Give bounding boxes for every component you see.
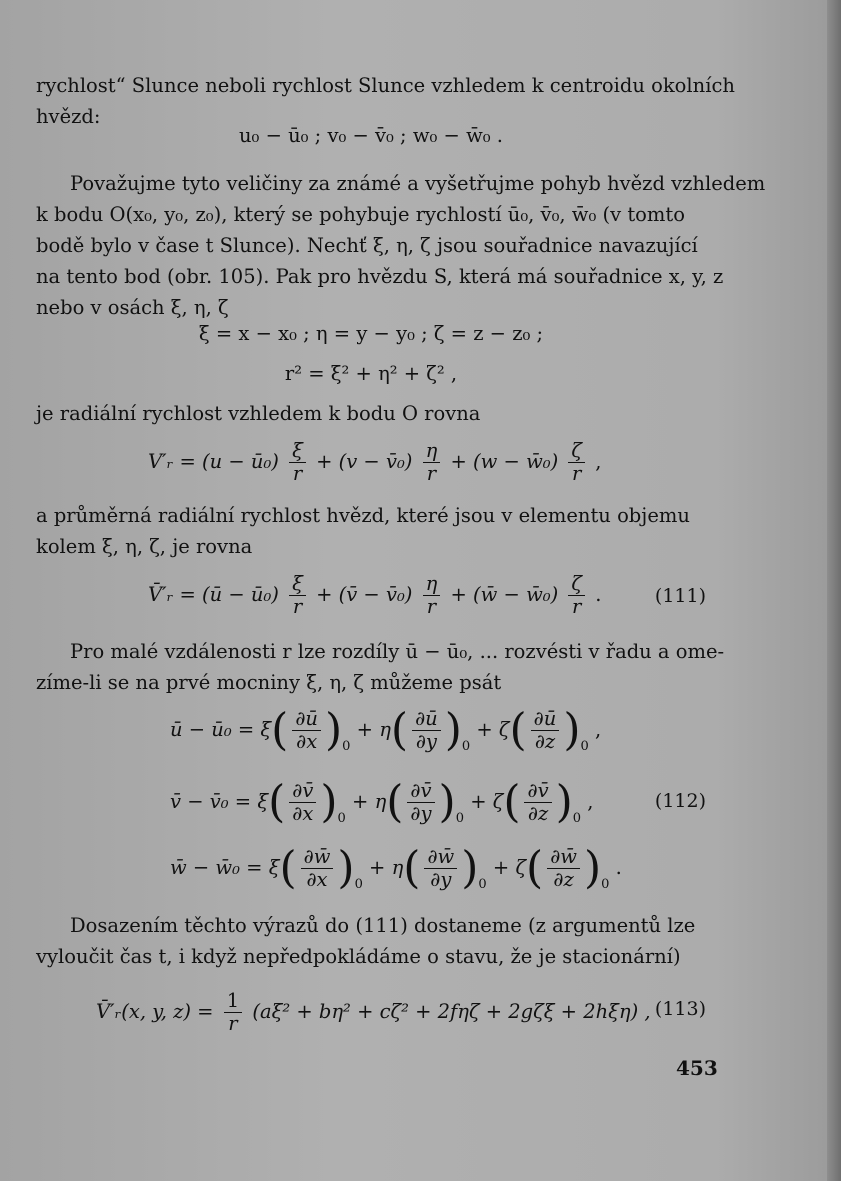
frac-den: r xyxy=(426,595,437,618)
equation-differences: u₀ − ū₀ ; v₀ − v̄₀ ; w₀ − w̄₀ . xyxy=(239,124,503,147)
text-line: Dosazením těchto výrazů do (111) dostaneme (z argumentů lze xyxy=(70,914,696,937)
fraction xyxy=(292,708,321,753)
frac-den: r xyxy=(572,462,582,485)
paren: ) xyxy=(438,776,456,828)
subscript: 0 xyxy=(601,877,610,892)
frac-den: ∂z xyxy=(534,730,556,753)
paren: ( xyxy=(271,704,289,756)
equation-number-111: (111) xyxy=(654,585,706,607)
fraction xyxy=(568,440,585,485)
frac-den: r xyxy=(572,595,582,618)
text-line: hvězd: xyxy=(36,105,101,128)
frac-den: r xyxy=(426,462,437,485)
fraction xyxy=(547,846,580,891)
operator: + xyxy=(356,718,373,741)
frac-den: ∂x xyxy=(306,868,328,891)
eq-term: ζ xyxy=(492,790,504,813)
frac-num: ζ xyxy=(568,440,585,463)
text-line: nebo v osách ξ, η, ζ xyxy=(36,296,229,319)
eq-term: v̄ − v̄₀ = xyxy=(170,790,252,813)
eq-term: V′ᵣ = (u − ū₀) xyxy=(148,450,279,473)
equation-number-112: (112) xyxy=(654,790,706,812)
equation-112-u xyxy=(170,704,630,756)
paren: ) xyxy=(444,704,462,756)
eq-term: + (w̄ − w̄₀) xyxy=(450,583,559,606)
text-line: rychlost“ Slunce neboli rychlost Slunce vzhledem k centroidu okolních xyxy=(36,74,735,97)
equation-112-v xyxy=(170,776,630,828)
paragraph-consider xyxy=(36,168,766,199)
subscript: 0 xyxy=(572,811,582,826)
frac-num: ∂v̄ xyxy=(407,780,434,803)
eq-punct: . xyxy=(595,583,602,606)
eq-term: + (v̄ − v̄₀) xyxy=(316,583,413,606)
equation-number-113: (113) xyxy=(654,998,706,1020)
paren: ) xyxy=(555,776,573,828)
frac-den: ∂y xyxy=(410,802,432,825)
paren: ) xyxy=(461,842,479,894)
subscript: 0 xyxy=(455,811,464,826)
frac-den: ∂z xyxy=(553,868,574,891)
subscript: 0 xyxy=(461,739,471,754)
eq-punct: , xyxy=(594,718,602,741)
equation-coordinates: ξ = x − x₀ ; η = y − y₀ ; ζ = z − z₀ ; xyxy=(198,322,544,345)
fraction xyxy=(412,708,441,753)
eq-term: ū − ū₀ = xyxy=(170,718,255,741)
frac-num: ζ xyxy=(568,573,585,596)
fraction xyxy=(524,780,551,825)
frac-den: ∂y xyxy=(415,730,437,753)
paren: ) xyxy=(563,704,581,756)
text-line: k bodu O(x₀, y₀, z₀), který se pohybuje rychlostí ū₀, v̄₀, w̄₀ (v tomto xyxy=(36,203,685,226)
fraction xyxy=(423,440,441,485)
frac-num: ∂ū xyxy=(292,708,321,731)
frac-den: ∂x xyxy=(296,730,318,753)
paragraph-substitution xyxy=(36,910,740,941)
text-line: zíme-li se na prvé mocniny ξ, η, ζ můžeme psát xyxy=(36,671,502,694)
frac-num: ∂ū xyxy=(412,708,441,731)
subscript: 0 xyxy=(337,811,346,826)
frac-num: ξ xyxy=(289,440,306,463)
frac-den: ∂x xyxy=(292,802,314,825)
eq-term: V̄′ᵣ(x, y, z) = xyxy=(96,1000,214,1023)
eq-term: ξ xyxy=(257,790,269,813)
text-line: bodě bylo v čase t Slunce). Nechť ξ, η, ζ jsou souřadnice navazující xyxy=(36,234,698,257)
frac-den: r xyxy=(292,595,303,618)
frac-num: ∂v̄ xyxy=(524,780,551,803)
subscript: 0 xyxy=(354,877,363,892)
frac-num: ∂w̄ xyxy=(301,846,334,869)
frac-num: η xyxy=(423,573,441,596)
fraction xyxy=(289,780,316,825)
frac-den: r xyxy=(292,462,303,485)
paren: ( xyxy=(403,842,421,894)
eq-term: ξ xyxy=(260,718,272,741)
paren: ( xyxy=(503,776,521,828)
paren: ( xyxy=(390,704,409,756)
eq-term: ζ xyxy=(498,718,510,741)
subscript: 0 xyxy=(580,739,589,754)
operator: + xyxy=(369,856,386,879)
page-edge xyxy=(827,0,841,1181)
eq-term: η xyxy=(374,790,387,813)
paragraph-small-distances xyxy=(36,636,740,667)
frac-num: ∂v̄ xyxy=(289,780,316,803)
eq-punct: , xyxy=(587,790,594,813)
frac-den: ∂z xyxy=(527,802,549,825)
text-line: je radiální rychlost vzhledem k bodu O rovna xyxy=(36,402,481,425)
paren: ) xyxy=(583,842,602,894)
frac-den: ∂y xyxy=(430,868,452,891)
paren: ) xyxy=(320,776,338,828)
eq-term: ξ xyxy=(268,856,280,879)
fraction xyxy=(423,573,441,618)
operator: + xyxy=(470,790,487,813)
frac-num: η xyxy=(423,440,441,463)
paren: ( xyxy=(279,842,297,894)
text-line: vyloučit čas t, i když nepředpokládáme o stavu, že je stacionární) xyxy=(36,945,681,968)
paragraph-substitution-cont xyxy=(36,941,706,972)
fraction xyxy=(224,990,242,1035)
eq-term: η xyxy=(379,718,391,741)
frac-num: ∂w̄ xyxy=(424,846,457,869)
fraction xyxy=(289,573,306,618)
text-line: kolem ξ, η, ζ, je rovna xyxy=(36,535,253,558)
paren: ( xyxy=(509,704,527,756)
eq-punct: , xyxy=(595,450,602,473)
eq-term: η xyxy=(391,856,404,879)
page-number: 453 xyxy=(676,1056,718,1080)
eq-term: V̄′ᵣ = (ū − ū₀) xyxy=(148,583,279,606)
text-line: a průměrná radiální rychlost hvězd, které jsou v elementu objemu xyxy=(36,504,690,527)
eq-term: ζ xyxy=(515,856,527,879)
equation-113 xyxy=(96,989,651,1035)
paren: ) xyxy=(325,704,343,756)
paragraph-small-distances-cont xyxy=(36,667,706,698)
paragraph-radial xyxy=(36,398,706,429)
text-line: Považujme tyto veličiny za známé a vyšetřujme pohyb hvězd vzhledem xyxy=(70,172,766,195)
text-line: na tento bod (obr. 105). Pak pro hvězdu S, která má souřadnice x, y, z xyxy=(36,265,724,288)
frac-num: ξ xyxy=(289,573,306,596)
eq-term: (aξ² + bη² + cζ² + 2fηζ + 2gζξ + 2hξη) , xyxy=(252,1000,651,1023)
paragraph-consider-cont xyxy=(36,199,724,323)
operator: + xyxy=(492,856,510,879)
paren: ( xyxy=(526,842,544,894)
equation-112-w xyxy=(170,842,630,894)
eq-term: + (v − v̄₀) xyxy=(316,450,413,473)
fraction xyxy=(289,440,306,485)
fraction xyxy=(301,846,334,891)
paren: ) xyxy=(337,842,355,894)
fraction xyxy=(424,846,457,891)
fraction xyxy=(407,780,434,825)
paren: ( xyxy=(268,776,286,828)
frac-den: r xyxy=(228,1012,238,1035)
subscript: 0 xyxy=(342,739,351,754)
operator: + xyxy=(352,790,369,813)
fraction xyxy=(531,708,560,753)
frac-num: ∂ū xyxy=(531,708,560,731)
subscript: 0 xyxy=(478,877,487,892)
eq-punct: . xyxy=(615,856,622,879)
eq-term: + (w − w̄₀) xyxy=(450,450,559,473)
equation-r-squared: r² = ξ² + η² + ζ² , xyxy=(284,362,458,385)
text-line: Pro malé vzdálenosti r lze rozdíly ū − ū₀, ... rozvésti v řadu a ome- xyxy=(70,640,725,663)
fraction xyxy=(568,573,585,618)
paragraph-mean xyxy=(36,500,706,562)
operator: + xyxy=(476,718,493,741)
paragraph-intro xyxy=(36,70,735,132)
frac-num: ∂w̄ xyxy=(547,846,580,869)
equation-radial-velocity xyxy=(148,440,608,485)
eq-term: w̄ − w̄₀ = xyxy=(170,856,263,879)
frac-num: 1 xyxy=(224,990,242,1013)
paren: ( xyxy=(386,776,404,828)
equation-111 xyxy=(148,573,608,618)
